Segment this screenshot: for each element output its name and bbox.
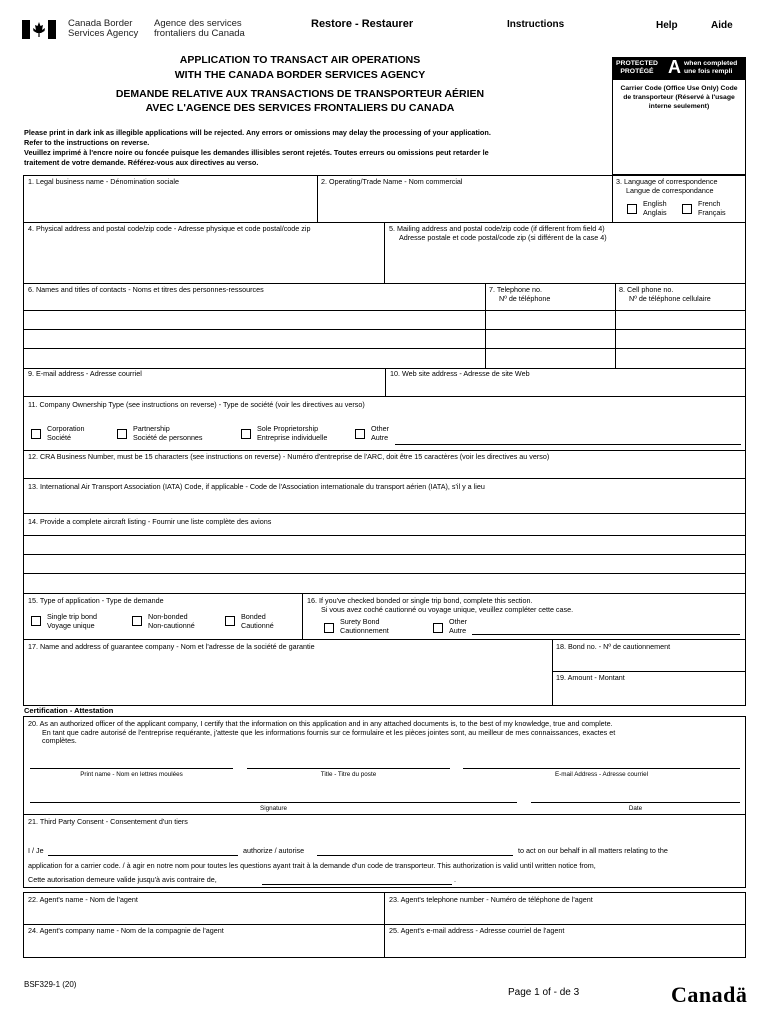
operating-name-input[interactable] [321,188,608,220]
field-10-label: 10. Web site address - Adresse de site Web [390,369,530,378]
help-button[interactable]: Help [656,20,678,31]
agency-name-en: Canada Border Services Agency [68,18,139,40]
signature-input[interactable] [30,802,517,803]
bonded-label: Bonded Cautionné [241,612,274,630]
canada-wordmark: Canadä [671,982,748,1007]
certification-heading: Certification - Attestation [24,706,114,715]
other-ownership-label: Other Autre [371,424,389,442]
form-title-fr: DEMANDE RELATIVE AUX TRANSACTIONS DE TRANSPORTEUR AÉRIEN AVEC L'AGENCE DES SERVICES FRONTALIERS DU CANADA [115,88,485,114]
field-19-label: 19. Amount - Montant [556,673,625,682]
agency-name-fr: Agence des services frontaliers du Canada [154,18,245,40]
cert-email-label: E-mail Address - Adresse courriel [554,771,649,778]
iata-code-input[interactable] [28,494,742,512]
field-17-label: 17. Name and address of guarantee company - Nom et l'adresse de la société de garantie [28,642,315,651]
sole-proprietorship-checkbox[interactable] [241,429,251,439]
field-1-label: 1. Legal business name - Dénomination sociale [28,177,180,186]
protected-banner: PROTECTED PROTÉGÉ A when completed une fois rempli [612,57,746,79]
field-15-label: 15. Type of application - Type de demande [28,596,164,605]
i-je-label: I / Je [28,846,44,855]
field-9-label: 9. E-mail address - Adresse courriel [28,369,142,378]
legal-business-name-input[interactable] [28,188,313,220]
other-bond-checkbox[interactable] [433,623,443,633]
carrier-code-box [612,79,746,175]
french-label: French Français [698,199,726,217]
single-trip-bond-label: Single trip bond Voyage unique [47,612,97,630]
restore-button[interactable]: Restore - Restaurer [311,18,414,30]
field-12-label: 12. CRA Business Number, must be 15 characters (see instructions on reverse) - Numéro d'entreprise de l'ARC, doit être 15 caractères (voir les directives au verso) [28,452,550,461]
corporation-label: Corporation Société [47,424,85,442]
email-input[interactable] [28,380,381,395]
field-24-label: 24. Agent's company name - Nom de la compagnie de l'agent [28,926,224,935]
aide-button[interactable]: Aide [711,20,733,31]
field-3-label: 3. Language of correspondence [616,177,718,186]
field-5-label: 5. Mailing address and postal code/zip code (if different from field 4) Adresse postale et code postal/code zip (si différent de la case 4) [389,224,607,242]
act-on-behalf-label: to act on our behalf in all matters relating to the [518,846,668,855]
consent-until-input[interactable] [262,884,452,885]
authorize-label: authorize / autorise [243,846,305,855]
form-title-en: APPLICATION TO TRANSACT AIR OPERATIONS WITH THE CANADA BORDER SERVICES AGENCY [174,54,426,81]
field-23-label: 23. Agent's telephone number - Numéro de téléphone de l'agent [389,895,593,904]
title-label: Title - Titre du poste [320,771,377,778]
non-bonded-checkbox[interactable] [132,616,142,626]
non-bonded-label: Non-bonded Non-cautionné [148,612,195,630]
partnership-checkbox[interactable] [117,429,127,439]
page-number: Page 1 of - de 3 [508,987,580,998]
cra-business-number-input[interactable] [28,463,742,477]
field-21-label: 21. Third Party Consent - Consentement d'un tiers [28,817,188,826]
other-bond-label: Other Autre [449,617,467,635]
field-22-label: 22. Agent's name - Nom de l'agent [28,895,138,904]
instructions-text: Please print in dark ink as illegible applications will be rejected. Any errors or omissions may delay the processing of your application. Refer to the instructions on reverse. Veuillez imprimé à l'encre noire ou foncée puisque les demandes illisibles seront rejetés. Toutes erreurs ou omissions peut retarder le traitement de votre demande. Référez-vous aux directives au verso. [24,128,491,167]
field-2-label: 2. Operating/Trade Name - Nom commercial [321,177,463,186]
field-8-label: 8. Cell phone no. Nº de téléphone cellulaire [619,285,711,303]
consent-agent-input[interactable] [317,855,513,856]
signature-label: Signature [260,805,287,812]
agent-company-input[interactable] [28,937,380,956]
field-20-text: 20. As an authorized officer of the applicant company, I certify that the information on this application and in any attached documents is, to the best of my knowledge, true and complete. En tant que cadre autorisé de l'entreprise requérante, j'atteste que les informations fournis sur ce formulaire et les pièces jointes sont, au meilleur de mes connaissances, exactes et complètes. [28,719,616,746]
other-ownership-input[interactable] [395,444,741,445]
single-trip-bond-checkbox[interactable] [31,616,41,626]
field-7-label: 7. Telephone no. Nº de téléphone [489,285,551,303]
other-ownership-checkbox[interactable] [355,429,365,439]
instructions-button[interactable]: Instructions [507,19,565,30]
bond-number-input[interactable] [556,654,742,670]
other-bond-input[interactable] [472,634,740,635]
field-11-label: 11. Company Ownership Type (see instructions on reverse) - Type de société (voir les directives au verso) [28,400,365,409]
form-number: BSF329-1 (20) [24,980,77,989]
contacts-input[interactable] [24,311,484,367]
period-text: . [454,875,456,884]
agent-telephone-input[interactable] [389,906,741,922]
physical-address-input[interactable] [28,236,380,281]
consent-name-input[interactable] [48,855,238,856]
date-input[interactable] [531,802,740,803]
surety-bond-checkbox[interactable] [324,623,334,633]
print-name-label: Print name - Nom en lettres moulées [80,771,183,778]
french-checkbox[interactable] [682,204,692,214]
canada-flag-icon [22,20,56,39]
field-25-label: 25. Agent's e-mail address - Adresse courriel de l'agent [389,926,565,935]
telephone-input[interactable] [486,311,614,367]
field-4-label: 4. Physical address and postal code/zip code - Adresse physique et code postal/code zip [28,224,311,233]
sole-proprietorship-label: Sole Proprietorship Entreprise individuelle [257,424,328,442]
print-name-input[interactable] [30,768,233,769]
field-13-label: 13. International Air Transport Association (IATA) Code, if applicable - Code de l'Association internationale du transport aérien (IATA), s'il y a lieu [28,482,485,491]
english-checkbox[interactable] [627,204,637,214]
website-input[interactable] [390,380,742,395]
field-3-label-fr: Langue de correspondance [626,186,714,195]
aircraft-listing-input[interactable] [24,536,745,592]
carrier-code-label: Carrier Code (Office Use Only) Code de transporteur (Réservé à l'usage interne seulement) [620,85,738,110]
agent-email-input[interactable] [389,937,741,956]
amount-input[interactable] [556,685,742,704]
certification-email-input[interactable] [463,768,740,769]
field-18-label: 18. Bond no. - Nº de cautionnement [556,642,671,651]
agent-name-input[interactable] [28,906,380,922]
field-16-label: 16. If you've checked bonded or single trip bond, complete this section. Si vous avez coché cautionné ou voyage unique, veuillez compléter cette case. [307,596,574,614]
mailing-address-input[interactable] [389,245,741,281]
title-input[interactable] [247,768,450,769]
english-label: English Anglais [643,199,667,217]
date-label: Date [628,805,643,812]
cell-phone-input[interactable] [616,311,745,367]
bonded-checkbox[interactable] [225,616,235,626]
surety-bond-label: Surety Bond Cautionnement [340,617,389,635]
consent-line-2: application for a carrier code. / à agir en notre nom pour toutes les questions ayant trait à la demande d'un code de transporteur. This authorization is valid until written notice from, [28,861,596,870]
guarantee-company-input[interactable] [28,654,548,704]
field-14-label: 14. Provide a complete aircraft listing - Fournir une liste complète des avions [28,517,272,526]
corporation-checkbox[interactable] [31,429,41,439]
field-6-label: 6. Names and titles of contacts - Noms et titres des personnes-ressources [28,285,264,294]
partnership-label: Partnership Société de personnes [133,424,203,442]
consent-line-3: Cette autorisation demeure valide jusqu'à avis contraire de, [28,875,217,884]
